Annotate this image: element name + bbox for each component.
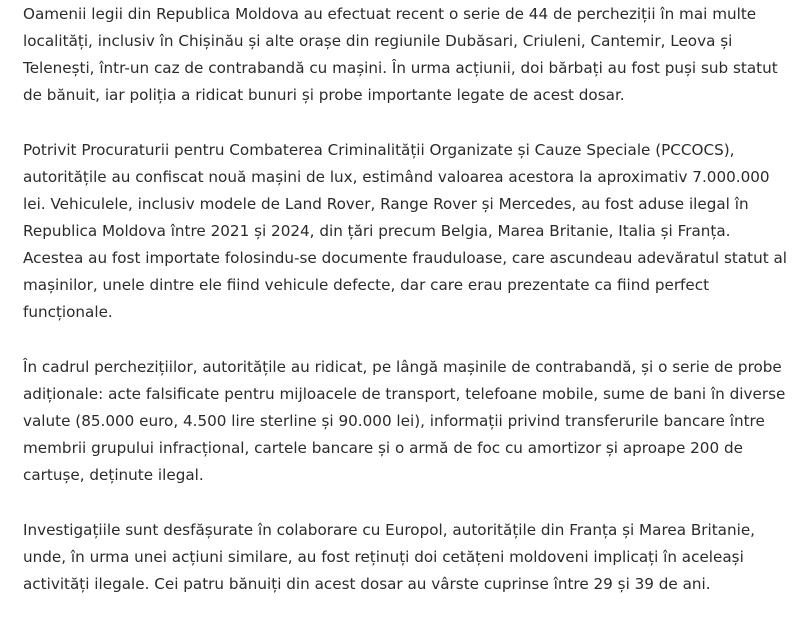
article-paragraph-4: Investigațiile sunt desfășurate în colaborare cu Europol, autoritățile din Franța și Marea Britanie, unde, în urma unei acțiuni similare, au fost reținuți doi cetățeni moldoveni implicați în aceleași activități ilegale. Cei patru bănuiți din acest dosar au vârste cuprinse între 29 și 39 de ani. xyxy=(23,521,756,593)
article-paragraph-3: În cadrul perchezițiilor, autoritățile au ridicat, pe lângă mașinile de contrabandă, și o serie de probe adiționale: acte falsificate pentru mijloacele de transport, telefoane mobile, sume de bani în diverse valute (85.000 euro, 4.500 lire sterline și 90.000 lei), informații privind transferurile bancare între membrii grupului infracțional, cartele bancare și o armă de foc cu amortizor și aproape 200 de cartușe, deținute ilegal. xyxy=(23,358,786,484)
article-paragraph-1: Oamenii legii din Republica Moldova au efectuat recent o serie de 44 de percheziții în mai multe localități, inclusiv în Chișinău și alte orașe din regiunile Dubăsari, Criuleni, Cantemir, Leova și Telenești, într-un caz de contrabandă cu mașini. În urma acțiunii, doi bărbați au fost puși sub statut de bănuit, iar poliția a ridicat bunuri și probe importante legate de acest dosar. xyxy=(23,5,778,104)
article-body xyxy=(23,0,795,626)
article-paragraph-2: Potrivit Procuraturii pentru Combaterea Criminalității Organizate și Cauze Speciale (PCCOCS), autoritățile au confiscat nouă mașini de lux, estimând valoarea acestora la aproximativ 7.000.000 lei. Vehiculele, inclusiv modele de Land Rover, Range Rover și Mercedes, au fost aduse ilegal în Republica Moldova între 2021 și 2024, din țări precum Belgia, Marea Britanie, Italia și Franța. Acestea au fost importate folosindu-se documente frauduloase, care ascundeau adevăratul statut al mașinilor, unele dintre ele fiind vehicule defecte, dar care erau prezentate ca fiind perfect funcționale. xyxy=(23,141,788,321)
